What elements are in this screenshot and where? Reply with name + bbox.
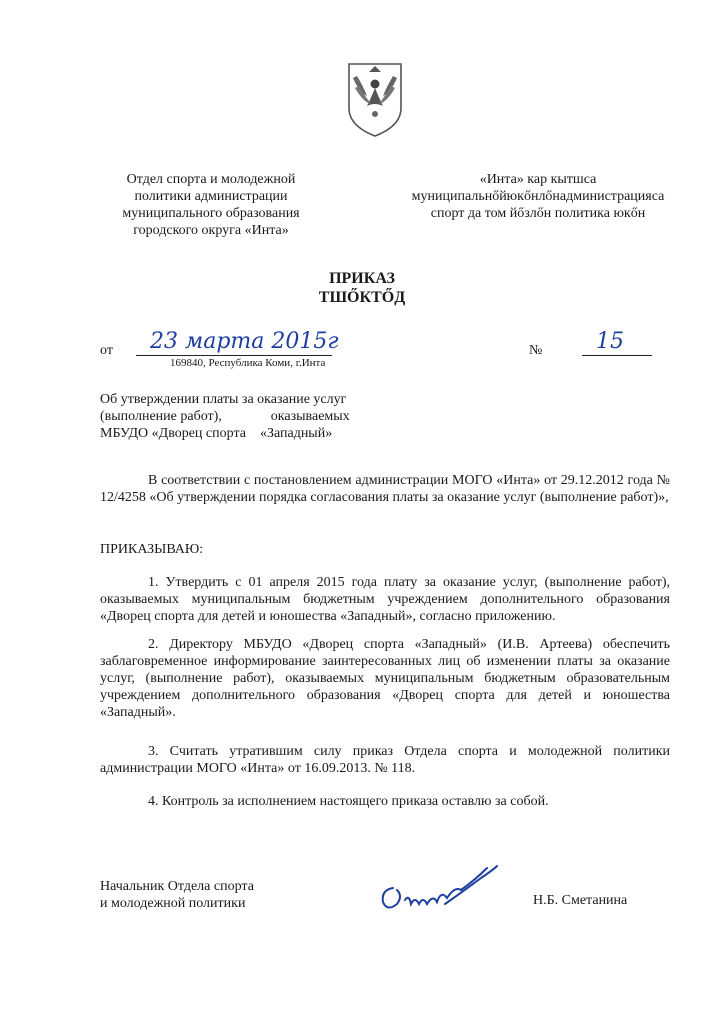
- place-caption: 169840, Республика Коми, г.Инта: [170, 357, 326, 369]
- org-left-line: муниципального образования: [122, 206, 300, 221]
- handwritten-signature: [375, 860, 505, 920]
- order-keyword: ПРИКАЗЫВАЮ:: [100, 542, 204, 557]
- position-line: Начальник Отдела спорта: [100, 879, 254, 894]
- org-left-line: городского округа «Инта»: [133, 223, 289, 238]
- order-item-1: 1. Утвердить с 01 апреля 2015 года плату за оказание услуг, (выполнение работ), оказываемых муниципальным бюджетным учреждением дополнительного образования «Дворец спорта для детей и юношества «Западный», согласно приложению.: [100, 575, 670, 624]
- org-name-russian: [100, 171, 322, 239]
- document-title-komi: ТШŐКТŐД: [318, 289, 406, 306]
- order-subject: [100, 391, 380, 442]
- subject-line: Об утверждении платы за оказание услуг: [100, 392, 347, 407]
- coat-of-arms-icon: [345, 58, 405, 138]
- org-right-line: муниципальнőйюкőнлőнадминистрацияса: [411, 189, 665, 204]
- order-item-3: 3. Считать утратившим силу приказ Отдела спорта и молодежной политики администрации МОГО «Инта» от 16.09.2013. № 118.: [100, 744, 670, 776]
- number-underline: [582, 355, 652, 356]
- org-left-line: Отдел спорта и молодежной: [126, 172, 296, 187]
- order-item-2: 2. Директору МБУДО «Дворец спорта «Западный» (И.В. Артеева) обеспечить заблаговременное информирование заинтересованных лиц об изменении платы за оказание услуг, (выполнение работ), оказываемых муниципальным бюджетным образовательным учреждением дополнительного образования «Дворец спорта для детей и юношества «Западный».: [100, 637, 670, 720]
- subject-line: (выполнение работ), оказываемых: [100, 409, 350, 424]
- org-right-line: «Инта» кар кытшса: [479, 172, 597, 187]
- subject-line: МБУДО «Дворец спорта «Западный»: [100, 426, 333, 441]
- number-prefix: №: [529, 343, 543, 358]
- preamble-paragraph: В соответствии с постановлением администрации МОГО «Инта» от 29.12.2012 года № 12/4258 «Об утверждении порядка согласования платы за оказание услуг (выполнение работ)»,: [100, 473, 670, 505]
- org-right-line: спорт да том йőзлőн политика юкőн: [430, 206, 646, 221]
- date-underline: [136, 355, 332, 356]
- document-title-russian: ПРИКАЗ: [329, 270, 395, 287]
- handwritten-date: 23 марта 2015г: [150, 329, 339, 354]
- order-item-4: 4. Контроль за исполнением настоящего приказа оставлю за собой.: [148, 794, 549, 809]
- org-left-line: политики администрации: [134, 189, 288, 204]
- org-name-komi: [388, 171, 688, 222]
- signatory-name: Н.Б. Сметанина: [533, 893, 628, 908]
- position-line: и молодежной политики: [100, 896, 246, 911]
- handwritten-number: 15: [596, 329, 624, 354]
- date-prefix: от: [100, 343, 113, 358]
- signatory-position: [100, 878, 254, 912]
